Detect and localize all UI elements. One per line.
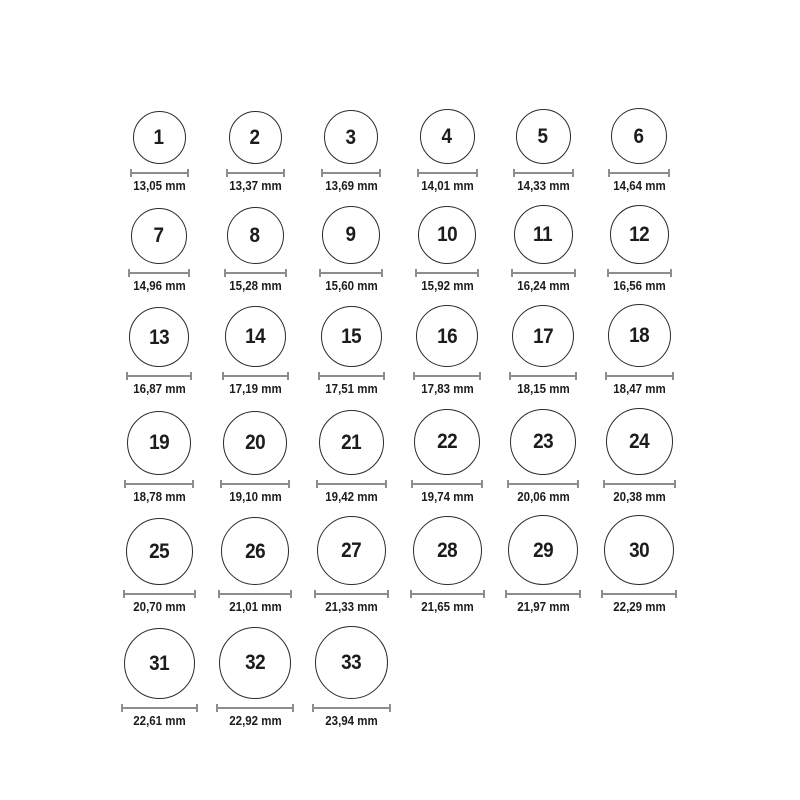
diameter-ruler xyxy=(411,480,483,488)
diameter-ruler xyxy=(128,269,190,277)
diameter-ruler xyxy=(220,480,290,488)
diameter-ruler xyxy=(121,704,198,712)
ring-size-cell xyxy=(207,207,303,293)
ring-circle xyxy=(414,409,480,475)
ring-size-cell xyxy=(303,110,399,193)
diameter-ruler xyxy=(601,590,677,598)
diameter-ruler xyxy=(513,169,574,177)
ring-size-cell xyxy=(111,307,207,396)
ring-circle xyxy=(508,515,578,585)
ring-circle xyxy=(610,205,669,264)
ring-size-cell xyxy=(303,206,399,293)
diameter-ruler xyxy=(321,169,381,177)
diameter-label: 21,97 mm xyxy=(516,600,570,614)
ring-circle xyxy=(221,517,289,585)
diameter-label: 16,56 mm xyxy=(612,278,666,293)
ring-size-cell xyxy=(207,517,303,614)
ring-circle xyxy=(315,626,388,699)
diameter-ruler xyxy=(124,480,194,488)
ring-size-number: 10 xyxy=(436,223,458,246)
diameter-label: 15,92 mm xyxy=(420,278,474,293)
ring-size-number: 2 xyxy=(249,126,261,149)
diameter-ruler xyxy=(222,372,289,380)
ring-size-cell xyxy=(591,205,687,293)
diameter-label: 20,70 mm xyxy=(132,600,186,614)
ring-size-number: 6 xyxy=(633,124,645,148)
diameter-ruler xyxy=(417,169,478,177)
diameter-ruler xyxy=(130,169,189,177)
diameter-label: 14,64 mm xyxy=(612,179,666,193)
diameter-ruler xyxy=(607,269,672,277)
ring-circle xyxy=(512,305,574,367)
ring-size-number: 27 xyxy=(340,539,362,562)
ring-size-number: 7 xyxy=(153,224,165,247)
ring-size-cell xyxy=(111,208,207,293)
diameter-label: 16,24 mm xyxy=(516,278,570,293)
ring-size-number: 1 xyxy=(153,126,165,149)
ring-size-number: 17 xyxy=(532,324,554,348)
ring-circle xyxy=(229,111,282,164)
ring-size-cell xyxy=(399,206,495,293)
diameter-ruler xyxy=(126,372,192,380)
ring-size-number: 12 xyxy=(628,222,650,246)
diameter-label: 13,05 mm xyxy=(132,179,186,193)
ring-size-number: 15 xyxy=(340,325,362,348)
ring-size-cell xyxy=(111,111,207,193)
diameter-label: 19,42 mm xyxy=(324,489,378,504)
ring-size-chart xyxy=(111,0,689,727)
ring-circle xyxy=(608,304,671,367)
diameter-ruler xyxy=(507,480,579,488)
diameter-label: 18,15 mm xyxy=(516,382,570,396)
ring-circle xyxy=(223,411,287,475)
ring-circle xyxy=(131,208,187,264)
diameter-label: 17,19 mm xyxy=(228,382,282,396)
ring-size-number: 30 xyxy=(628,538,650,562)
diameter-label: 19,10 mm xyxy=(228,489,282,504)
diameter-ruler xyxy=(603,480,676,488)
diameter-label: 20,06 mm xyxy=(516,489,570,504)
ring-circle xyxy=(317,516,386,585)
ring-size-cell xyxy=(591,304,687,396)
ring-size-cell xyxy=(591,108,687,193)
diameter-ruler xyxy=(318,372,385,380)
diameter-label: 23,94 mm xyxy=(324,713,378,728)
diameter-ruler xyxy=(123,590,196,598)
ring-circle xyxy=(126,518,193,585)
diameter-ruler xyxy=(319,269,383,277)
ring-size-cell xyxy=(207,411,303,504)
ring-size-cell xyxy=(303,410,399,504)
diameter-label: 13,69 mm xyxy=(324,179,378,193)
diameter-ruler xyxy=(505,590,581,598)
ring-size-number: 3 xyxy=(345,125,357,149)
ring-size-number: 22 xyxy=(436,430,458,453)
ring-size-cell xyxy=(303,626,399,728)
ring-circle xyxy=(319,410,384,475)
diameter-label: 22,92 mm xyxy=(228,713,282,728)
ring-size-cell xyxy=(303,306,399,396)
ring-size-cell xyxy=(591,408,687,504)
diameter-label: 18,47 mm xyxy=(612,382,666,396)
ring-size-cell xyxy=(111,518,207,614)
diameter-ruler xyxy=(218,590,292,598)
ring-size-cell xyxy=(495,515,591,614)
ring-size-cell xyxy=(207,111,303,193)
ring-size-cell xyxy=(111,628,207,728)
ring-size-number: 4 xyxy=(441,125,453,148)
ring-circle xyxy=(324,110,378,164)
ring-circle xyxy=(225,306,286,367)
ring-circle xyxy=(604,515,674,585)
diameter-label: 21,01 mm xyxy=(228,600,282,614)
diameter-ruler xyxy=(509,372,577,380)
ring-circle xyxy=(124,628,195,699)
ring-size-cell xyxy=(399,109,495,193)
diameter-label: 21,33 mm xyxy=(324,600,378,614)
ring-size-number: 20 xyxy=(244,431,266,454)
diameter-ruler xyxy=(410,590,485,598)
ring-size-number: 32 xyxy=(244,651,266,674)
diameter-ruler xyxy=(605,372,674,380)
diameter-label: 15,60 mm xyxy=(324,278,378,293)
ring-circle xyxy=(219,627,291,699)
diameter-ruler xyxy=(608,169,670,177)
ring-size-cell xyxy=(495,409,591,504)
ring-size-number: 5 xyxy=(537,125,549,148)
ring-size-cell xyxy=(399,516,495,614)
diameter-label: 19,74 mm xyxy=(420,489,474,504)
diameter-ruler xyxy=(415,269,479,277)
ring-size-cell xyxy=(303,516,399,614)
ring-size-number: 29 xyxy=(532,538,554,562)
diameter-label: 14,01 mm xyxy=(420,179,474,193)
ring-size-number: 23 xyxy=(532,430,554,453)
ring-circle xyxy=(413,516,482,585)
ring-circle xyxy=(322,206,380,264)
ring-size-number: 19 xyxy=(148,431,170,454)
diameter-label: 21,65 mm xyxy=(420,600,474,614)
ring-size-number: 18 xyxy=(628,324,650,347)
ring-size-cell xyxy=(111,411,207,504)
ring-circle xyxy=(227,207,284,264)
diameter-label: 15,28 mm xyxy=(228,278,282,293)
ring-size-cell xyxy=(399,409,495,504)
ring-size-cell xyxy=(207,306,303,396)
ring-size-number: 26 xyxy=(244,539,266,563)
ring-circle xyxy=(611,108,667,164)
ring-circle xyxy=(133,111,186,164)
ring-circle xyxy=(516,109,571,164)
ring-size-cell xyxy=(495,109,591,193)
ring-size-number: 14 xyxy=(244,325,266,348)
diameter-label: 22,61 mm xyxy=(132,713,186,728)
diameter-ruler xyxy=(413,372,481,380)
ring-circle xyxy=(510,409,576,475)
ring-circle xyxy=(129,307,189,367)
ring-size-cell xyxy=(399,305,495,396)
diameter-ruler xyxy=(316,480,387,488)
diameter-label: 13,37 mm xyxy=(228,179,282,193)
ring-size-number: 28 xyxy=(436,539,458,562)
diameter-label: 20,38 mm xyxy=(612,489,666,504)
ring-size-number: 31 xyxy=(148,651,170,675)
diameter-label: 14,96 mm xyxy=(132,278,186,293)
ring-size-number: 8 xyxy=(249,223,261,247)
diameter-label: 18,78 mm xyxy=(132,489,186,504)
ring-size-number: 11 xyxy=(533,222,553,246)
ring-size-number: 9 xyxy=(345,223,357,246)
ring-circle xyxy=(606,408,673,475)
ring-size-number: 24 xyxy=(628,429,650,453)
diameter-label: 17,83 mm xyxy=(420,382,474,396)
diameter-label: 17,51 mm xyxy=(324,382,378,396)
ring-circle xyxy=(514,205,573,264)
ring-circle xyxy=(416,305,478,367)
diameter-ruler xyxy=(224,269,287,277)
ring-size-number: 13 xyxy=(148,325,170,349)
ring-size-cell xyxy=(591,515,687,614)
ring-circle xyxy=(418,206,476,264)
ring-size-number: 33 xyxy=(340,650,362,674)
ring-circle xyxy=(321,306,382,367)
diameter-ruler xyxy=(216,704,294,712)
diameter-ruler xyxy=(312,704,391,712)
ring-size-number: 25 xyxy=(148,540,170,563)
diameter-label: 14,33 mm xyxy=(516,179,570,193)
diameter-ruler xyxy=(314,590,389,598)
ring-circle xyxy=(127,411,191,475)
ring-size-cell xyxy=(495,305,591,396)
diameter-label: 16,87 mm xyxy=(132,382,186,396)
ring-size-number: 16 xyxy=(436,324,458,348)
diameter-label: 22,29 mm xyxy=(612,600,666,614)
ring-size-cell xyxy=(207,627,303,728)
ring-size-cell xyxy=(495,205,591,293)
diameter-ruler xyxy=(511,269,576,277)
ring-size-number: 21 xyxy=(340,430,362,454)
diameter-ruler xyxy=(226,169,285,177)
ring-circle xyxy=(420,109,475,164)
